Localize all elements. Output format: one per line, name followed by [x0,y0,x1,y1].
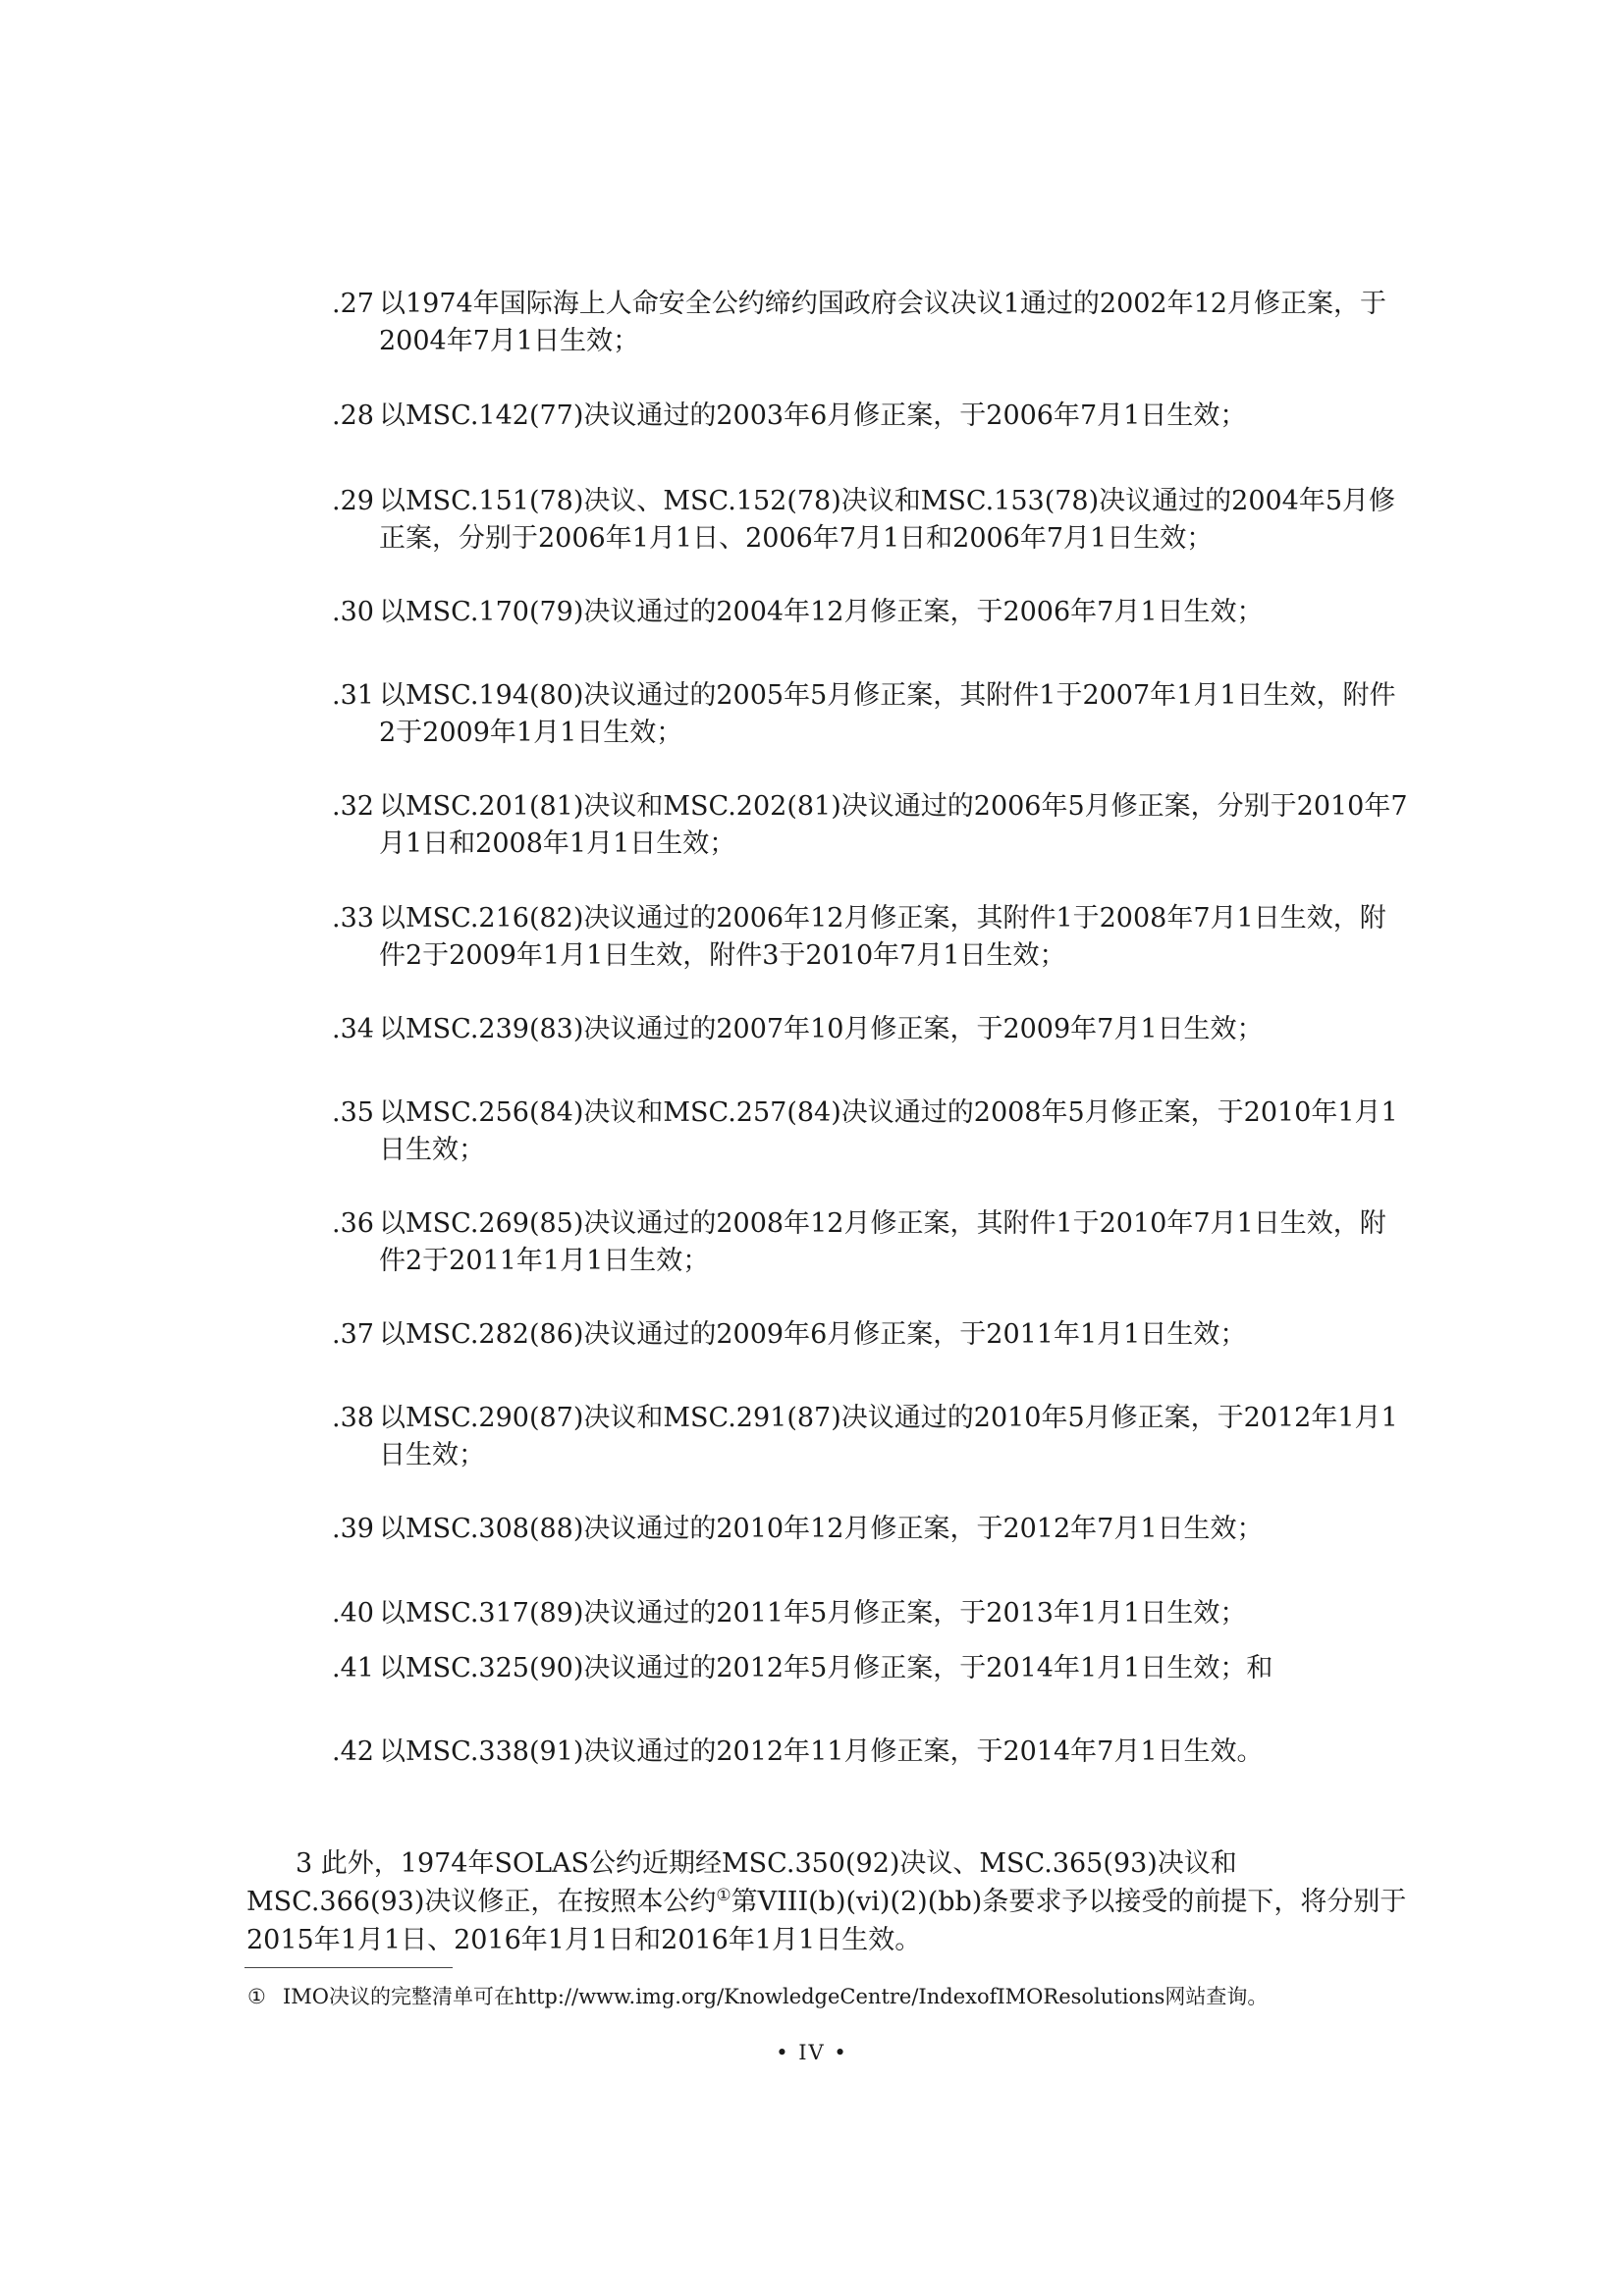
body-paragraph [246,1844,1411,1959]
item-text: 以MSC.216(82)决议通过的2006年12月修正案，其附件1于2008年7月1日生效，附件2于2009年1月1日生效，附件3于2010年7月1日生效； [379,903,1386,971]
list-item [332,594,1412,631]
item-text: 以MSC.308(88)决议通过的2010年12月修正案，于2012年7月1日生效； [379,1514,1264,1544]
footnote-reference[interactable]: ① [716,1886,731,1905]
item-number: .39 [332,1514,374,1544]
item-number: .38 [332,1403,374,1433]
list-item [332,1595,1412,1632]
list-item [332,398,1412,435]
list-item [332,677,1412,752]
item-number: .31 [332,680,374,711]
list-item [332,900,1412,975]
item-text: 以MSC.317(89)决议通过的2011年5月修正案，于2013年1月1日生效； [379,1598,1247,1629]
list-item [332,1011,1412,1048]
item-text: 以MSC.282(86)决议通过的2009年6月修正案，于2011年1月1日生效； [379,1319,1247,1350]
item-number: .30 [332,597,374,627]
list-item [332,1316,1412,1354]
list-item [332,1734,1412,1771]
list-item [332,286,1412,360]
item-number: .41 [332,1653,374,1683]
paragraph-text-after-ref: 第VIII(b)(vi)(2)(bb)条要求予以接受的前提下，将分别于2015年1月1日、2016年1月1日和2016年1月1日生效。 [246,1887,1407,1955]
list-item [332,483,1412,558]
item-text: 以MSC.269(85)决议通过的2008年12月修正案，其附件1于2010年7月1日生效，附件2于2011年1月1日生效； [379,1208,1386,1276]
item-number: .27 [332,289,374,319]
item-text: 以MSC.338(91)决议通过的2012年11月修正案，于2014年7月1日生效。 [379,1736,1264,1767]
item-text: 以MSC.290(87)决议和MSC.291(87)决议通过的2010年5月修正案，于2012年1月1日生效； [379,1403,1398,1470]
paragraph-text-before-ref: 3 此外，1974年SOLAS公约近期经MSC.350(92)决议、MSC.365(93)决议和MSC.366(93)决议修正，在按照本公约 [246,1848,1237,1917]
item-number: .35 [332,1097,374,1128]
item-text: 以MSC.325(90)决议通过的2012年5月修正案，于2014年1月1日生效；和 [379,1653,1273,1683]
item-number: .33 [332,903,374,934]
footnote [247,1982,1412,2011]
list-item [332,788,1412,863]
item-text: 以MSC.201(81)决议和MSC.202(81)决议通过的2006年5月修正案，分别于2010年7月1日和2008年1月1日生效； [379,791,1408,859]
item-number: .32 [332,791,374,822]
item-number: .40 [332,1598,374,1629]
list-item [332,1511,1412,1548]
list-item [332,1205,1412,1280]
list-item [332,1650,1412,1687]
item-number: .29 [332,486,374,516]
item-text: 以MSC.256(84)决议和MSC.257(84)决议通过的2008年5月修正案，于2010年1月1日生效； [379,1097,1398,1165]
item-number: .28 [332,400,374,431]
footnote-text: IMO决议的完整清单可在http://www.img.org/KnowledgeCentre/IndexofIMOResolutions网站查询。 [283,1985,1269,2008]
item-text: 以MSC.170(79)决议通过的2004年12月修正案，于2006年7月1日生效； [379,597,1264,627]
item-text: 以MSC.151(78)决议、MSC.152(78)决议和MSC.153(78)决议通过的2004年5月修正案，分别于2006年1月1日、2006年7月1日和2006年7月1日生效； [379,486,1396,554]
item-number: .36 [332,1208,374,1239]
page-number: • IV • [776,2041,848,2064]
item-number: .42 [332,1736,374,1767]
list-item [332,1095,1412,1169]
item-text: 以MSC.142(77)决议通过的2003年6月修正案，于2006年7月1日生效； [379,400,1247,431]
item-number: .37 [332,1319,374,1350]
item-number: .34 [332,1014,374,1044]
footnote-divider [244,1967,453,1968]
item-text: 以1974年国际海上人命安全公约缔约国政府会议决议1通过的2002年12月修正案，于2004年7月1日生效； [379,289,1386,356]
item-text: 以MSC.194(80)决议通过的2005年5月修正案，其附件1于2007年1月1日生效，附件2于2009年1月1日生效； [379,680,1396,748]
list-item [332,1400,1412,1474]
footnote-mark: ① [247,1985,266,2008]
item-text: 以MSC.239(83)决议通过的2007年10月修正案，于2009年7月1日生效； [379,1014,1264,1044]
